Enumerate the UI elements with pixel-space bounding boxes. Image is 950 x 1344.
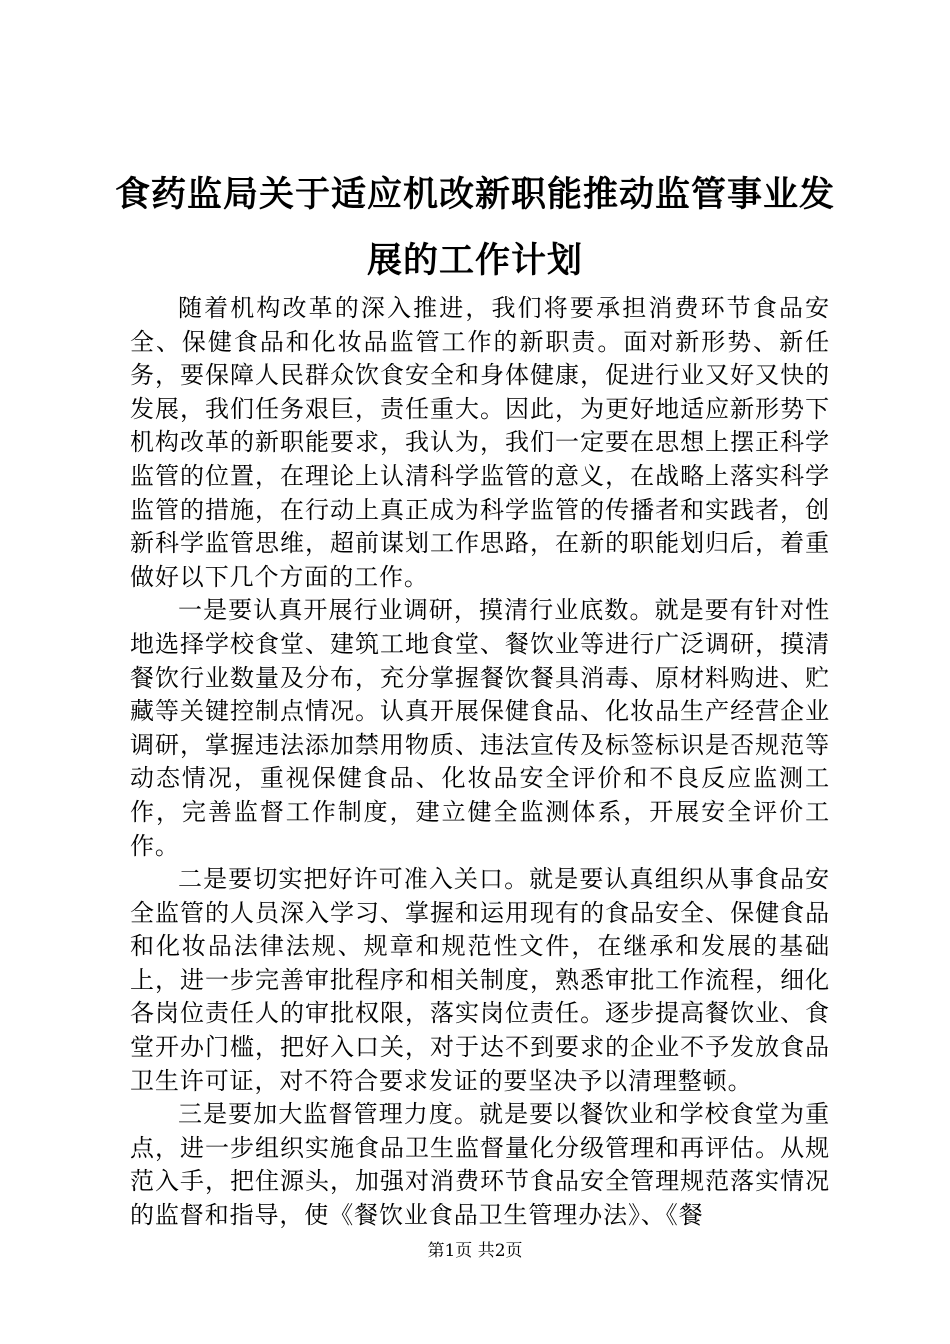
paragraph-intro: 随着机构改革的深入推进，我们将要承担消费环节食品安全、保健食品和化妆品监管工作的新职责。面对新形势、新任务，要保障人民群众饮食安全和身体健康，促进行业又好又快的发展，我们任务艰巨，责任重大。因此，为更好地适应新形势下机构改革的新职能要求，我认为，我们一定要在思想上摆正科学监管的位置，在理论上认清科学监管的意义，在战略上落实科学监管的措施，在行动上真正成为科学监管的传播者和实践者，创新科学监管思维，超前谋划工作思路，在新的职能划归后，着重做好以下几个方面的工作。 <box>130 294 830 591</box>
document-body <box>130 292 830 1233</box>
paragraph-point-three: 三是要加大监督管理力度。就是要以餐饮业和学校食堂为重点，进一步组织实施食品卫生监督量化分级管理和再评估。从规范入手，把住源头，加强对消费环节食品安全管理规范落实情况的监督和指导，使《餐饮业食品卫生管理办法》、《餐 <box>130 1100 830 1230</box>
paragraph-point-two: 二是要切实把好许可准入关口。就是要认真组织从事食品安全监管的人员深入学习、掌握和运用现有的食品安全、保健食品和化妆品法律法规、规章和规范性文件，在继承和发展的基础上，进一步完善审批程序和相关制度，熟悉审批工作流程，细化各岗位责任人的审批权限，落实岗位责任。逐步提高餐饮业、食堂开办门槛，把好入口关，对于达不到要求的企业不予发放食品卫生许可证，对不符合要求发证的要坚决予以清理整顿。 <box>130 865 830 1095</box>
document-title: 食药监局关于适应机改新职能推动监管事业发展的工作计划 <box>114 174 835 281</box>
page-number-footer: 第1页 共2页 <box>427 1241 523 1261</box>
paragraph-point-one: 一是要认真开展行业调研，摸清行业底数。就是要有针对性地选择学校食堂、建筑工地食堂、餐饮业等进行广泛调研，摸清餐饮行业数量及分布，充分掌握餐饮餐具消毒、原材料购进、贮藏等关键控制点情况。认真开展保健食品、化妆品生产经营企业调研，掌握违法添加禁用物质、违法宣传及标签标识是否规范等动态情况，重视保健食品、化妆品安全评价和不良反应监测工作，完善监督工作制度，建立健全监测体系，开展安全评价工作。 <box>130 596 830 860</box>
